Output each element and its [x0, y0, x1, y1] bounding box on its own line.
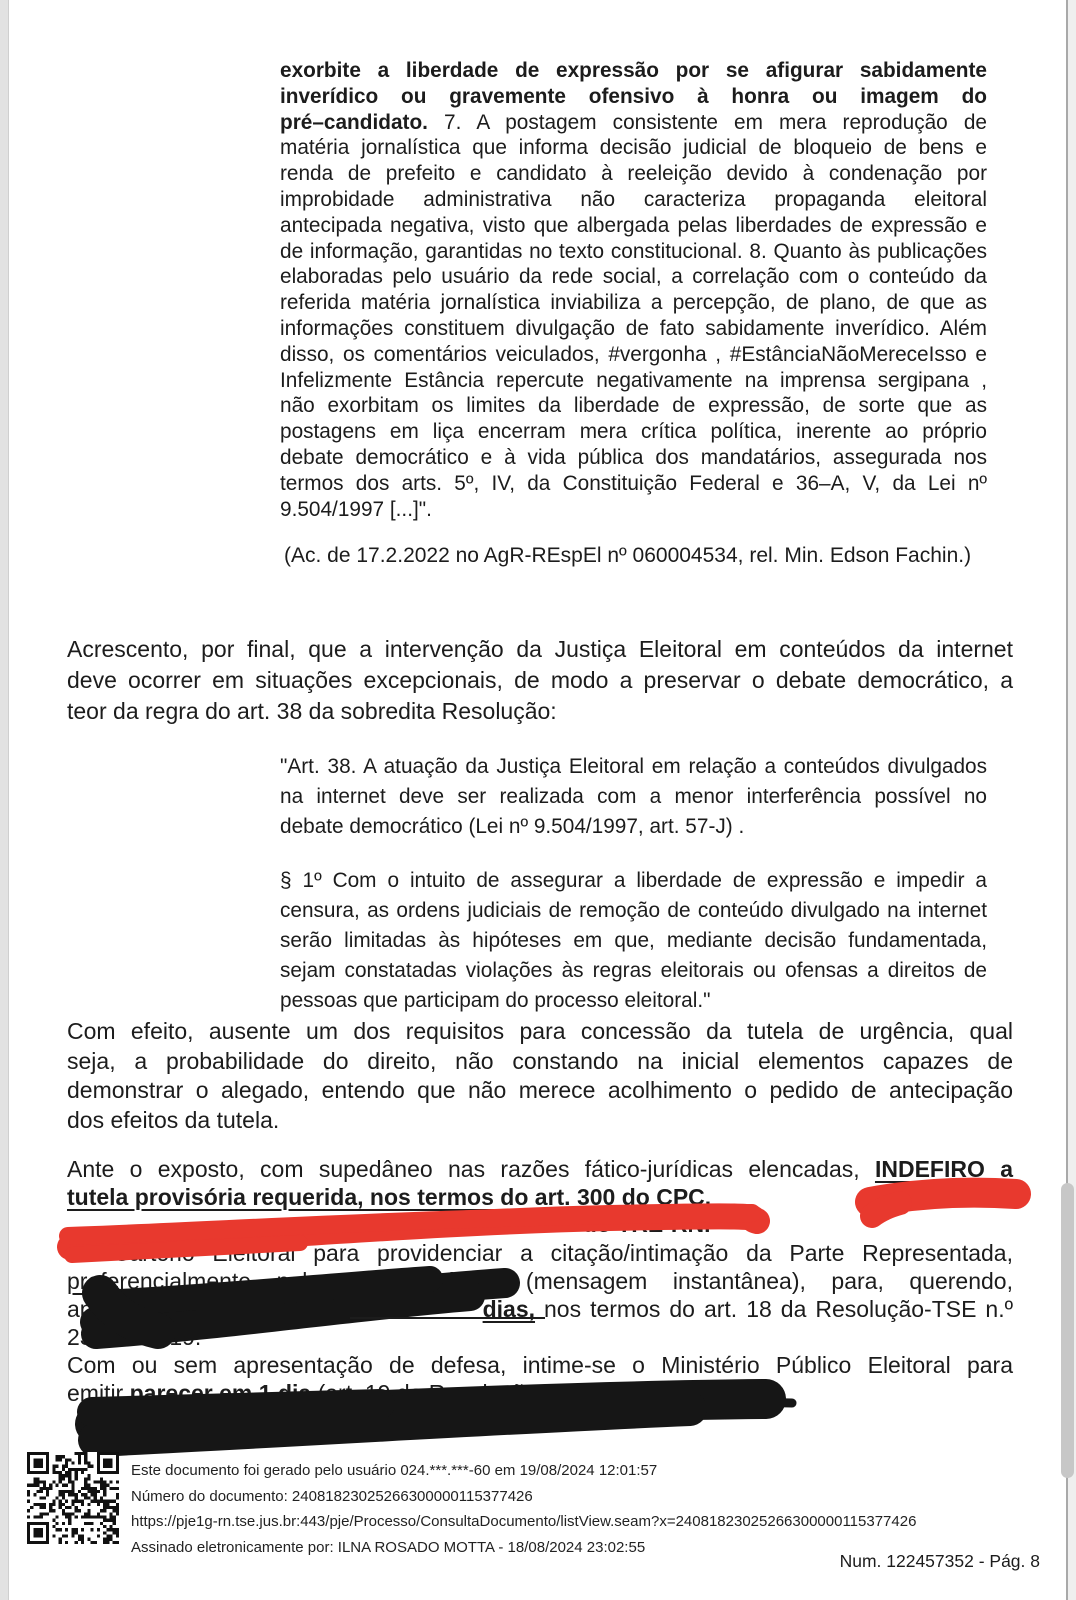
- text-line: sejam constatadas violações às regras eleitorais ou ofensas a direitos de: [280, 959, 987, 982]
- paragraph-com-efeito: [67, 1017, 1013, 1135]
- text-line: na internet deve ser realizada com a menor interferência possível no: [280, 785, 987, 808]
- text-run: (mensagem instantânea), para, querendo,: [500, 1268, 1013, 1294]
- text-line: elaboradas pelo usuário da rede social, a correlação com o conteúdo da: [280, 265, 987, 289]
- text-line: improbidade administrativa não caracteriza propaganda eleitoral: [280, 187, 987, 211]
- text-run: Ante o exposto, com supedâneo nas razões fático-jurídicas elencadas,: [67, 1156, 875, 1182]
- text-line: Número do documento: 24081823025266300000115377426: [131, 1487, 533, 1505]
- footer-metadata: [131, 1458, 916, 1560]
- text-line: 23.608/2019.: [67, 1324, 202, 1350]
- quote-paragrafo-1: [280, 866, 987, 1016]
- jurisprudence-quote-block: [280, 58, 987, 522]
- text-line: disso, os comentários veiculados, #vergonha , #EstânciaNãoMereceIsso e: [280, 342, 987, 366]
- paragraph-cartorio: [67, 1239, 1013, 1351]
- scrollbar-thumb[interactable]: [1061, 1183, 1074, 1478]
- text-line: inverídico ou gravemente ofensivo à honra ou imagem do: [280, 84, 987, 108]
- text-line: Ao Cartório Eleitoral para providenciar a citação/intimação da Parte Representada,: [67, 1240, 1013, 1266]
- text-line: Acrescento, por final, que a intervenção da Justiça Eleitoral em conteúdos da internet: [67, 636, 1013, 662]
- text-line: exorbite a liberdade de expressão por se afigurar sabidamente: [280, 59, 987, 82]
- text-line-redacted: [67, 1379, 1013, 1407]
- text-line: seja, a probabilidade do direito, não constando na inicial elementos capazes de: [67, 1047, 1013, 1074]
- case-citation: (Ac. de 17.2.2022 no AgR-REspEl nº 060004534, rel. Min. Edson Fachin.): [284, 544, 972, 567]
- decision-emphasis: INDEFIRO a: [874, 1156, 1013, 1182]
- text-line: serão limitadas às hipóteses em que, mediante decisão fundamentada,: [280, 929, 987, 952]
- underlined-run: preferencialmente pela via eletrônica: [67, 1268, 501, 1294]
- text-line: [67, 1267, 1013, 1295]
- text-run: emitir: [67, 1380, 130, 1406]
- text-line: Este documento foi gerado pelo usuário 024.***.***-60 em 19/08/2024 12:01:57: [131, 1462, 658, 1479]
- text-line: Infelizmente Estância repercute negativamente na imprensa sergipana ,: [280, 368, 987, 392]
- text-line: não exorbitam os limites da liberdade de expressão, de sorte que as: [280, 394, 987, 418]
- text-line: Com efeito, ausente um dos requisitos para concessão da tutela de urgência, qual: [67, 1018, 1013, 1044]
- bold-run: pré–candidato.: [280, 110, 428, 134]
- text-line: [67, 1155, 1013, 1183]
- paragraph-ministerio-publico: [67, 1351, 1013, 1407]
- text-line: termos dos arts. 5º, IV, da Constituição Federal e 36–A, V, da Lei nº: [280, 471, 987, 495]
- page-number-label: Num. 122457352 - Pág. 8: [839, 1551, 1040, 1571]
- text-line: informações constituem divulgação de fato sabidamente inverídico. Além: [280, 316, 987, 340]
- text-line: dos efeitos da tutela.: [67, 1106, 280, 1133]
- qr-code: [27, 1452, 119, 1544]
- text-line: deve ocorrer em situações excepcionais, de modo a preservar o debate democrático, a: [67, 667, 1013, 693]
- text-run: 7. A postagem consistente em mera reprodução de: [427, 110, 987, 134]
- text-line: referida matéria jornalística inviabiliza a percepção, de plano, de que as: [280, 291, 987, 315]
- paragraph-acrescento: [67, 634, 1013, 727]
- paragraph-decisao: [67, 1155, 1013, 1211]
- text-line: renda de prefeito e candidato à reeleição devido à condenação por: [280, 162, 987, 186]
- text-line: matéria jornalística que informa decisão judicial de bloqueio de bens e: [280, 136, 987, 160]
- text-line: Assinado eletronicamente por: ILNA ROSADO MOTTA - 18/08/2024 23:02:55: [131, 1538, 646, 1556]
- page-left-edge: [0, 0, 9, 1600]
- text-line: pessoas que participam do processo eleitoral.": [280, 989, 711, 1012]
- decision-emphasis-line2: tutela provisória requerida, nos termos do art. 300 do CPC.: [67, 1184, 712, 1210]
- text-line: teor da regra do art. 38 da sobredita Resolução:: [67, 698, 557, 724]
- text-line: censura, as ordens judiciais de remoção de conteúdo divulgado na internet: [280, 899, 987, 922]
- text-line: Com ou sem apresentação de defesa, intime-se o Ministério Público Eleitoral para: [67, 1352, 1013, 1378]
- text-line: demonstrar o alegado, entendo que não merece acolhimento o pedido de antecipação: [67, 1077, 1013, 1103]
- text-line-redacted: [67, 1295, 1013, 1323]
- fragment-dias: dias,: [482, 1296, 536, 1322]
- text-run: ap: [67, 1296, 93, 1322]
- redacted-line-fragment: ônico do TRE-RN.: [515, 1211, 711, 1237]
- text-line: https://pje1g-rn.tse.jus.br:443/pje/Processo/ConsultaDocumento/listView.seam?x=24081823025266300000115377426: [131, 1513, 917, 1530]
- text-line: 9.504/1997 [...]".: [280, 497, 432, 521]
- text-line: [280, 110, 987, 136]
- text-line: "Art. 38. A atuação da Justiça Eleitoral em relação a conteúdos divulgados: [280, 755, 987, 778]
- text-run: (art. 19 da Resolução TSE n.º 23.608/2019).: [311, 1380, 771, 1406]
- text-line: debate democrático e à vida pública dos mandatários, assegurada nos: [280, 445, 987, 469]
- quote-lines: [280, 135, 987, 522]
- text-line: de informação, garantidas no texto constitucional. 8. Quanto às publicações: [280, 239, 987, 263]
- text-line: debate democrático (Lei nº 9.504/1997, art. 57-J) .: [280, 815, 745, 838]
- text-line: antecipada negativa, visto que albergada pelas liberdades de expressão e: [280, 213, 987, 237]
- text-line: § 1º Com o intuito de assegurar a liberdade de expressão e impedir a: [280, 869, 987, 892]
- quote-art-38: [280, 752, 987, 842]
- bold-run: parecer em 1 dia: [129, 1380, 312, 1406]
- text-line: postagens em liça encerram mera crítica política, inerente ao próprio: [280, 420, 987, 444]
- text-run: nos termos do art. 18 da Resolução-TSE n.º: [535, 1296, 1013, 1322]
